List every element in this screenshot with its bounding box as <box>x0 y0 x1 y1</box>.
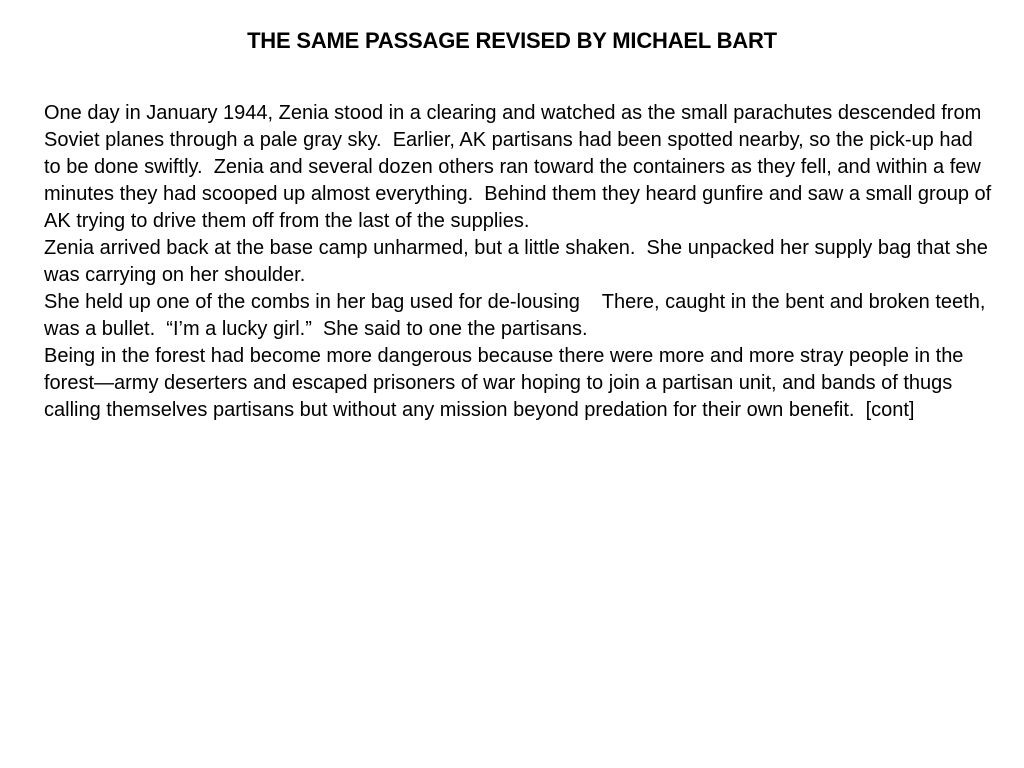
paragraph-base-camp: Zenia arrived back at the base camp unharmed, but a little shaken. She unpacked her supply bag that she was carrying on her shoulder. <box>44 237 994 286</box>
paragraph-forest-danger: Being in the forest had become more dangerous because there were more and more stray people in the forest—army deserters and escaped prisoners of war hoping to join a partisan unit, and bands of thugs calling themselves partisans but without any mission beyond predation for their own benefit. [cont] <box>44 345 969 421</box>
slide-title: THE SAME PASSAGE REVISED BY MICHAEL BART <box>247 28 777 53</box>
passage-text <box>44 100 994 424</box>
paragraph-parachute-drop: One day in January 1944, Zenia stood in a clearing and watched as the small parachutes descended from Soviet planes through a pale gray sky. Earlier, AK partisans had been spotted nearby, so the pick-up had to be done swiftly. Zenia and several dozen others ran toward the containers as they fell, and within a few minutes they had scooped up almost everything. Behind them they heard gunfire and saw a small group of AK trying to drive them off from the last of the supplies. <box>44 102 996 232</box>
paragraph-comb-bullet: She held up one of the combs in her bag used for de-lousing There, caught in the bent and broken teeth, was a bullet. “I’m a lucky girl.” She said to one the partisans. <box>44 291 991 340</box>
